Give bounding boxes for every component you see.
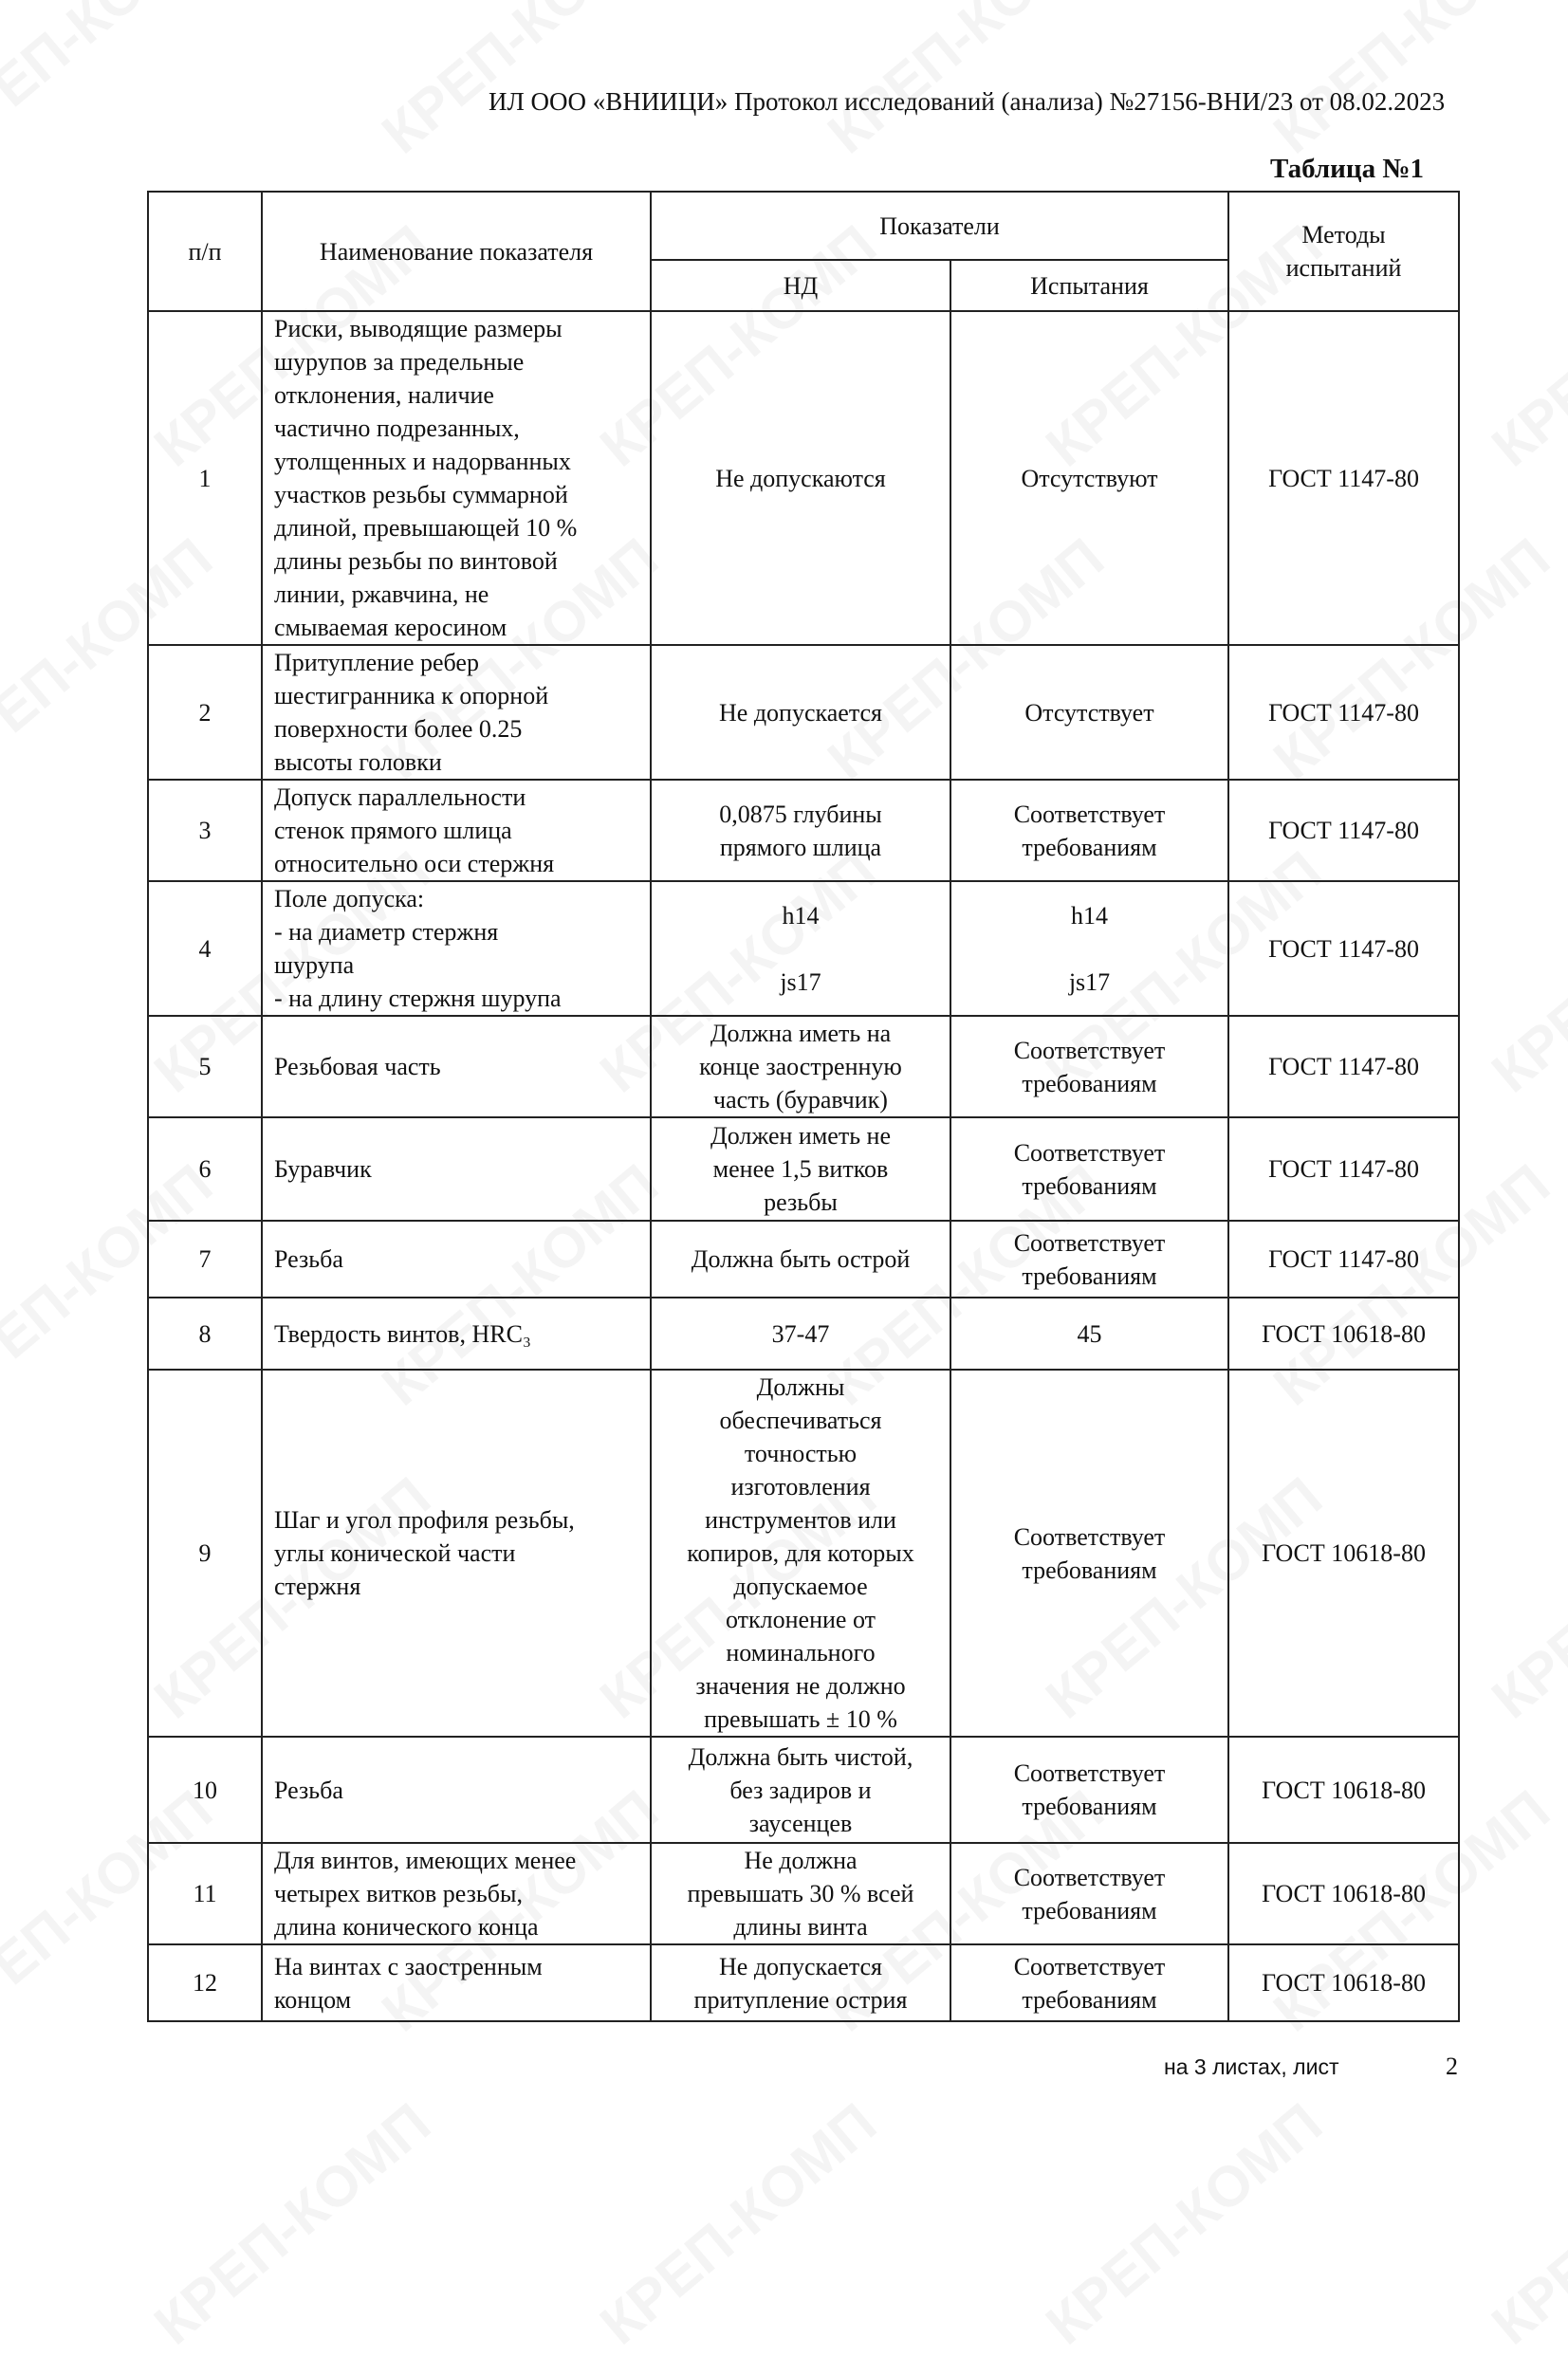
watermark-logo xyxy=(1479,838,1568,1106)
nd-value: 0,0875 глубины прямого шлица xyxy=(651,780,950,881)
test-result: Соответствует требованиям xyxy=(950,780,1228,881)
table-row xyxy=(148,1843,1459,1944)
watermark-logo xyxy=(0,0,225,166)
test-result: Соответствует требованиям xyxy=(950,1117,1228,1221)
row-number: 12 xyxy=(148,1944,262,2021)
nd-value: Должна быть чистой, без задиров и заусенцев xyxy=(651,1737,950,1843)
nd-value: Не допускается xyxy=(651,645,950,780)
row-number: 5 xyxy=(148,1016,262,1117)
test-result: h14 js17 xyxy=(950,881,1228,1016)
table-row xyxy=(148,1298,1459,1370)
test-method: ГОСТ 1147-80 xyxy=(1228,1117,1459,1221)
table-row xyxy=(148,1737,1459,1843)
test-method: ГОСТ 1147-80 xyxy=(1228,780,1459,881)
row-number: 2 xyxy=(148,645,262,780)
watermark-logo xyxy=(1261,0,1561,166)
test-method: ГОСТ 1147-80 xyxy=(1228,881,1459,1016)
test-method: ГОСТ 10618-80 xyxy=(1228,1843,1459,1944)
nd-value: Не допускаются xyxy=(651,311,950,645)
watermark-logo xyxy=(1033,2090,1334,2357)
test-result: Отсутствует xyxy=(950,645,1228,780)
nd-value: Должны обеспечиваться точностью изготовления инструментов или копиров, для которых допускаемое отклонение от номинального значения не должно превышать ± 10 % xyxy=(651,1370,950,1737)
watermark-logo xyxy=(1479,1464,1568,1732)
table-row xyxy=(148,311,1459,645)
test-result: Отсутствуют xyxy=(950,311,1228,645)
watermark-logo xyxy=(1479,212,1568,480)
table-row xyxy=(148,1016,1459,1117)
table-title: Таблица №1 xyxy=(1270,154,1424,184)
nd-value: 37-47 xyxy=(651,1298,950,1370)
footer-sheets: на 3 листах, лист xyxy=(1164,2054,1339,2079)
test-method: ГОСТ 10618-80 xyxy=(1228,1370,1459,1737)
watermark-logo xyxy=(369,0,670,166)
row-number: 6 xyxy=(148,1117,262,1221)
test-method: ГОСТ 1147-80 xyxy=(1228,1016,1459,1117)
table-row xyxy=(148,645,1459,780)
row-number: 10 xyxy=(148,1737,262,1843)
row-number: 9 xyxy=(148,1370,262,1737)
test-method: ГОСТ 1147-80 xyxy=(1228,645,1459,780)
test-method: ГОСТ 1147-80 xyxy=(1228,311,1459,645)
row-number: 4 xyxy=(148,881,262,1016)
test-result: Соответствует требованиям xyxy=(950,1843,1228,1944)
watermark-logo xyxy=(1479,2090,1568,2357)
indicator-name: На винтах с заостренным концом xyxy=(262,1944,651,2021)
table-row xyxy=(148,780,1459,881)
indicator-name: Резьба xyxy=(262,1221,651,1298)
test-result: Соответствует требованиям xyxy=(950,1221,1228,1298)
nd-value: Не допускается притупление острия xyxy=(651,1944,950,2021)
watermark-logo xyxy=(141,2090,442,2357)
test-result: Соответствует требованиям xyxy=(950,1737,1228,1843)
test-method: ГОСТ 10618-80 xyxy=(1228,1944,1459,2021)
test-method: ГОСТ 10618-80 xyxy=(1228,1737,1459,1843)
document-header: ИЛ ООО «ВНИИЦИ» Протокол исследований (анализа) №27156-ВНИ/23 от 08.02.2023 xyxy=(489,87,1446,116)
indicator-name: Притупление ребер шестигранника к опорной поверхности более 0.25 высоты головки xyxy=(262,645,651,780)
row-number: 11 xyxy=(148,1843,262,1944)
table-row xyxy=(148,1370,1459,1737)
nd-value: Должна иметь на конце заостренную часть (буравчик) xyxy=(651,1016,950,1117)
indicator-name: Для винтов, имеющих менее четырех витков резьбы, длина конического конца xyxy=(262,1843,651,1944)
indicator-name: Буравчик xyxy=(262,1117,651,1221)
row-number: 3 xyxy=(148,780,262,881)
test-method: ГОСТ 10618-80 xyxy=(1228,1298,1459,1370)
indicator-name: Допуск параллельности стенок прямого шлица относительно оси стержня xyxy=(262,780,651,881)
col-header-indicators: Показатели xyxy=(651,192,1228,260)
col-header-name: Наименование показателя xyxy=(262,192,651,311)
indicator-name: Твердость винтов, HRC₃ xyxy=(262,1298,651,1370)
nd-value: Должен иметь не менее 1,5 витков резьбы xyxy=(651,1117,950,1221)
row-number: 7 xyxy=(148,1221,262,1298)
watermark-logo xyxy=(815,0,1116,166)
results-table xyxy=(147,191,1460,2022)
table-row xyxy=(148,1117,1459,1221)
row-number: 8 xyxy=(148,1298,262,1370)
nd-value: h14 js17 xyxy=(651,881,950,1016)
indicator-name: Риски, выводящие размеры шурупов за предельные отклонения, наличие частично подрезанных, утолщенных и надорванных участков резьбы суммарной длиной, превышающей 10 % длины резьбы по винтовой линии, ржавчина, не смываемая керосином xyxy=(262,311,651,645)
col-header-num: п/п xyxy=(148,192,262,311)
row-number: 1 xyxy=(148,311,262,645)
table-row xyxy=(148,1221,1459,1298)
table-row xyxy=(148,881,1459,1016)
test-result: 45 xyxy=(950,1298,1228,1370)
test-result: Соответствует требованиям xyxy=(950,1370,1228,1737)
col-header-methods: Методы испытаний xyxy=(1228,192,1459,311)
indicator-name: Резьбовая часть xyxy=(262,1016,651,1117)
col-header-test: Испытания xyxy=(950,260,1228,311)
col-header-nd: НД xyxy=(651,260,950,311)
indicator-name: Шаг и угол профиля резьбы, углы конической части стержня xyxy=(262,1370,651,1737)
test-method: ГОСТ 1147-80 xyxy=(1228,1221,1459,1298)
table-row xyxy=(148,1944,1459,2021)
test-result: Соответствует требованиям xyxy=(950,1016,1228,1117)
test-result: Соответствует требованиям xyxy=(950,1944,1228,2021)
watermark-logo xyxy=(587,2090,888,2357)
indicator-name: Резьба xyxy=(262,1737,651,1843)
nd-value: Должна быть острой xyxy=(651,1221,950,1298)
indicator-name: Поле допуска: - на диаметр стержня шурупа - на длину стержня шурупа xyxy=(262,881,651,1016)
nd-value: Не должна превышать 30 % всей длины винта xyxy=(651,1843,950,1944)
page-number: 2 xyxy=(1446,2053,1458,2080)
